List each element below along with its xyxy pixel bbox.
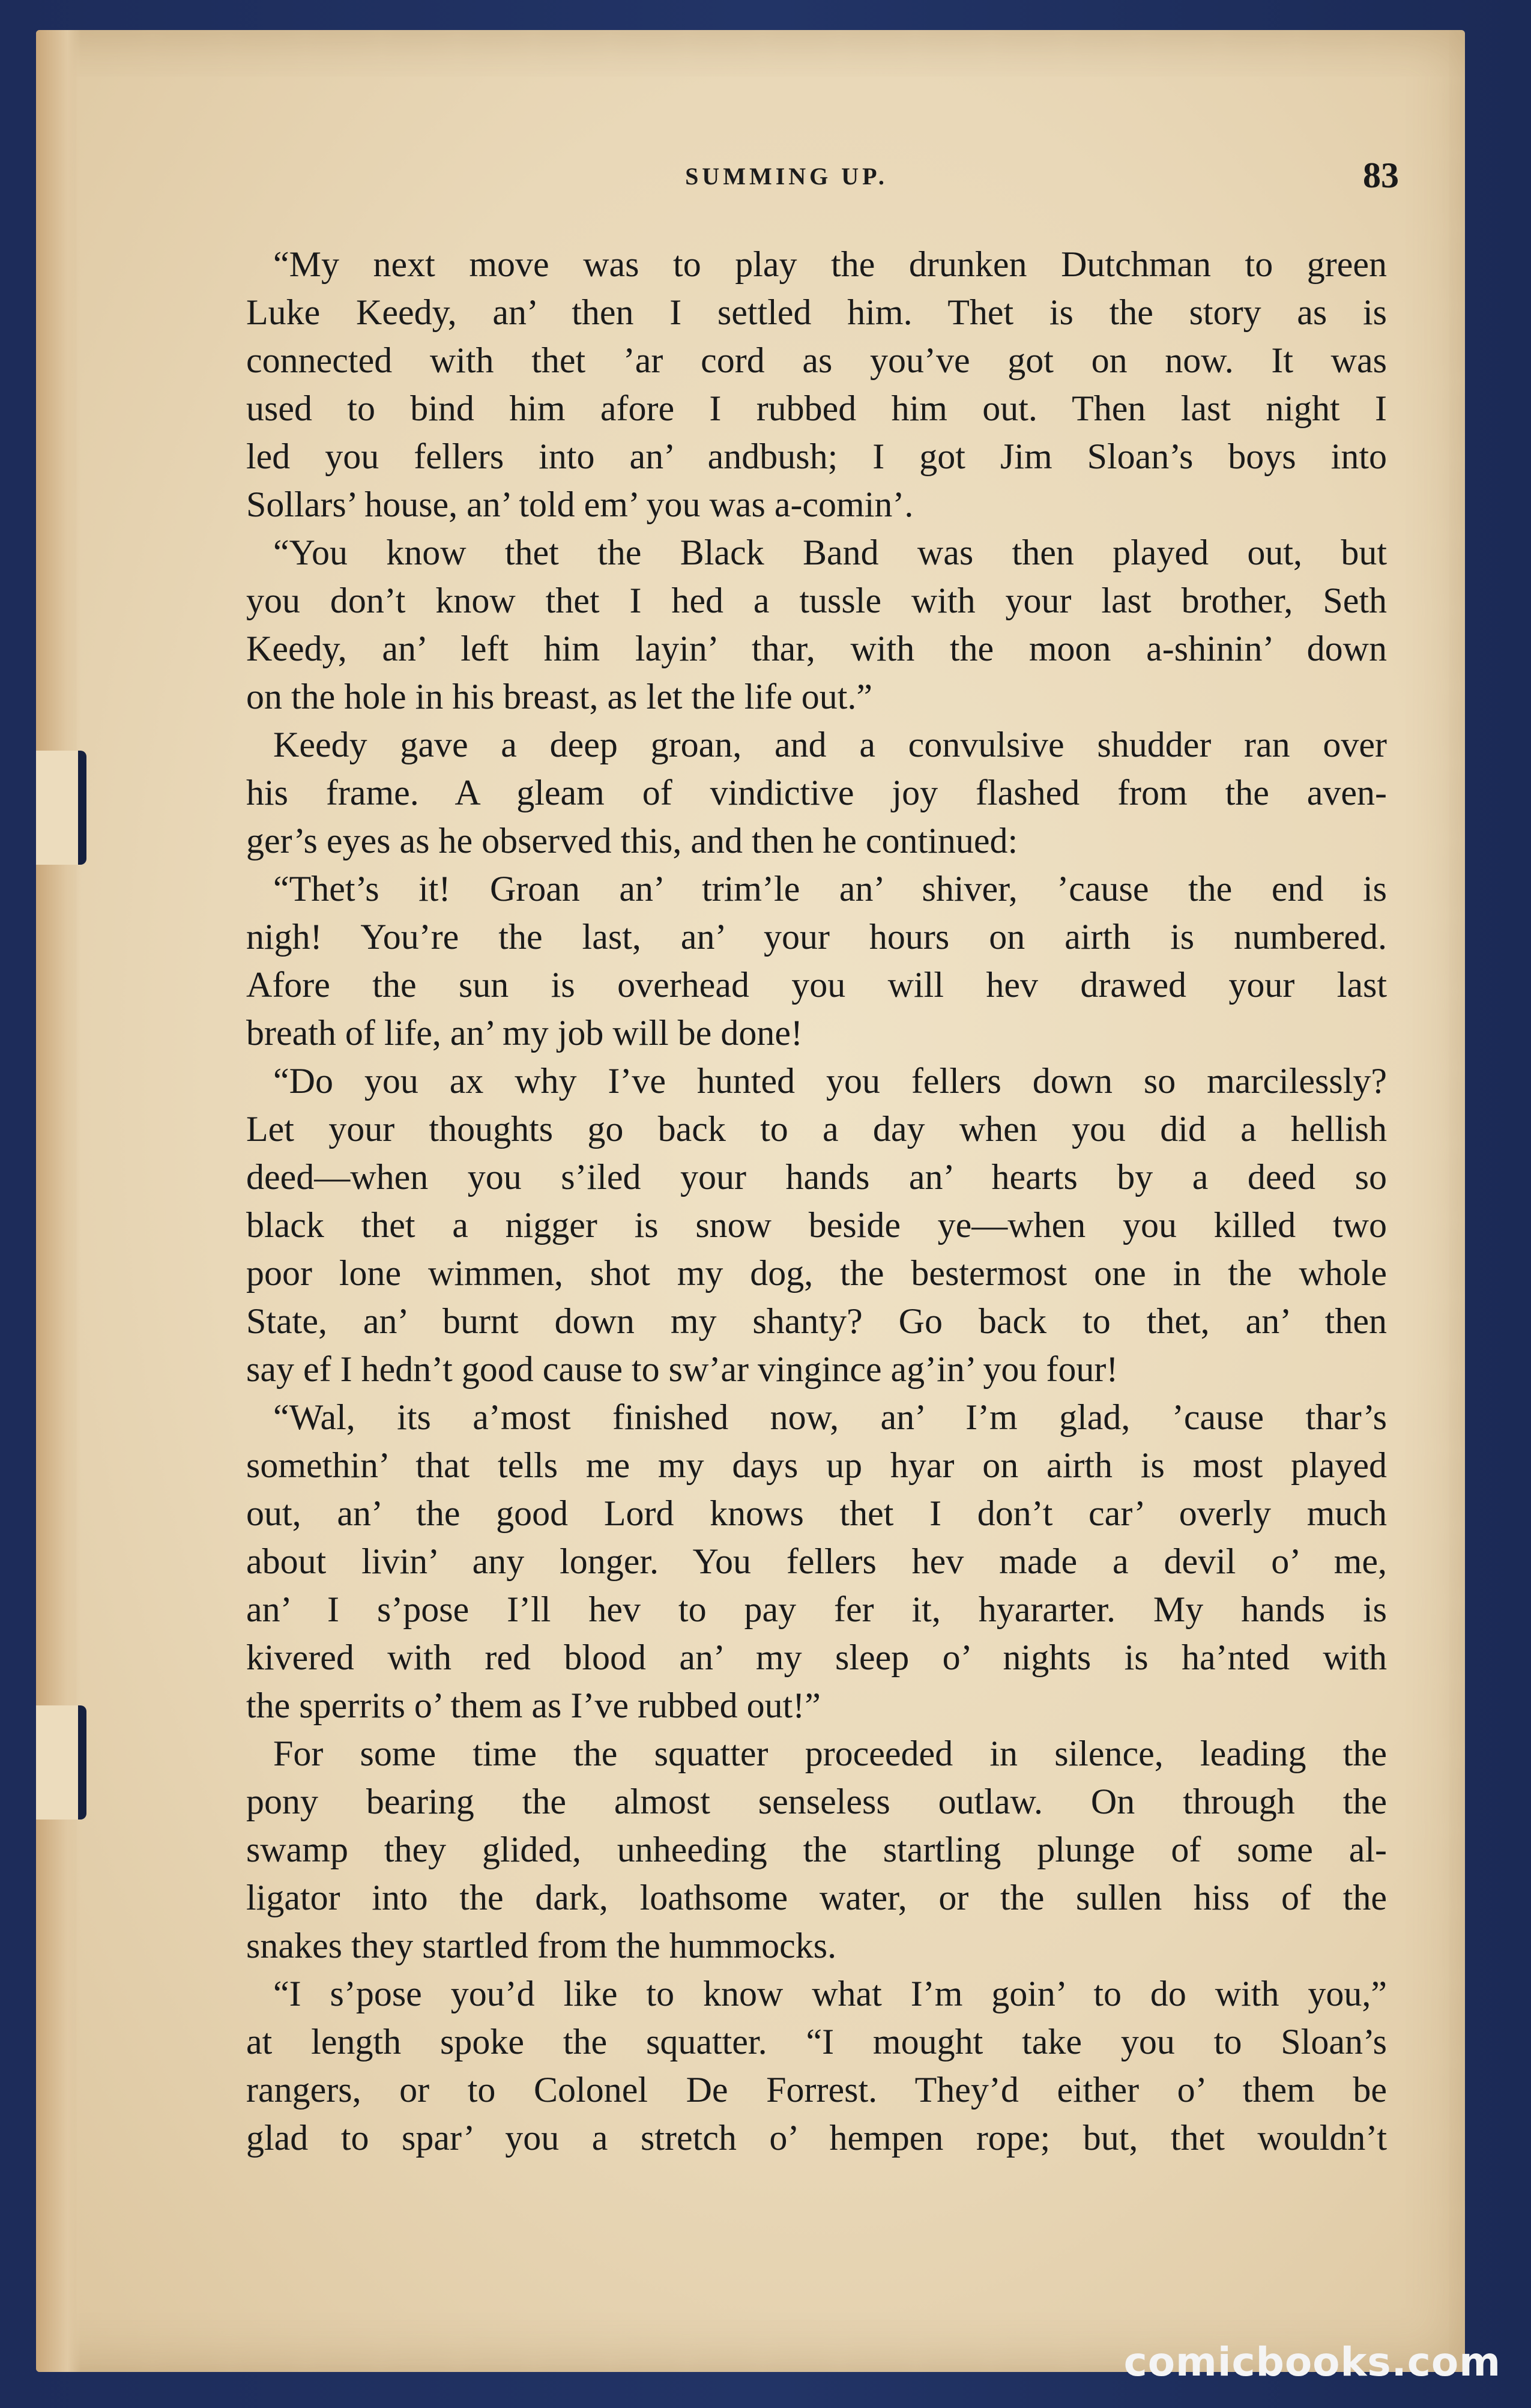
text-line: on the hole in his breast, as let the life out.” xyxy=(246,677,873,716)
text-line: glad to spar’ you a stretch o’ hempen rope; but, thet wouldn’t xyxy=(246,2118,1387,2158)
text-line: ger’s eyes as he observed this, and then he continued: xyxy=(246,821,1018,861)
text-line: Sollars’ house, an’ told em’ you was a-comin’. xyxy=(246,485,914,524)
text-line: about livin’ any longer. You fellers hev made a devil o’ me, xyxy=(246,1541,1387,1581)
text-line: connected with thet ’ar cord as you’ve got on now. It was xyxy=(246,340,1387,380)
text-line: swamp they glided, unheeding the startling plunge of some al- xyxy=(246,1830,1387,1869)
text-line: breath of life, an’ my job will be done! xyxy=(246,1013,803,1053)
text-line: Let your thoughts go back to a day when you did a hellish xyxy=(246,1109,1387,1149)
text-line: “I s’pose you’d like to know what I’m goin’ to do with you,” xyxy=(273,1974,1387,2013)
text-line: his frame. A gleam of vindictive joy flashed from the aven- xyxy=(246,773,1387,812)
text-line: snakes they startled from the hummocks. xyxy=(246,1926,837,1965)
text-line: For some time the squatter proceeded in silence, leading the xyxy=(273,1734,1387,1773)
text-line: Keedy, an’ left him layin’ thar, with the moon a-shinin’ down xyxy=(246,629,1387,668)
text-line: Luke Keedy, an’ then I settled him. Thet is the story as is xyxy=(246,292,1387,332)
text-line: “Wal, its a’most finished now, an’ I’m glad, ’cause thar’s xyxy=(273,1397,1387,1437)
page-number: 83 xyxy=(1363,156,1399,195)
text-line: out, an’ the good Lord knows thet I don’t car’ overly much xyxy=(246,1493,1387,1533)
text-line: ligator into the dark, loathsome water, or the sullen hiss of the xyxy=(246,1878,1387,1917)
text-line: somethin’ that tells me my days up hyar on airth is most played xyxy=(246,1445,1387,1485)
text-line: at length spoke the squatter. “I mought take you to Sloan’s xyxy=(246,2022,1387,2062)
text-line: kivered with red blood an’ my sleep o’ nights is ha’nted with xyxy=(246,1638,1387,1677)
text-line: led you fellers into an’ andbush; I got Jim Sloan’s boys into xyxy=(246,437,1387,476)
text-line: deed—when you s’iled your hands an’ hearts by a deed so xyxy=(246,1157,1387,1197)
text-line: “Do you ax why I’ve hunted you fellers down so marcilessly? xyxy=(273,1061,1387,1101)
text-line: the sperrits o’ them as I’ve rubbed out!” xyxy=(246,1686,821,1725)
text-line: nigh! You’re the last, an’ your hours on airth is numbered. xyxy=(246,917,1387,957)
text-line: used to bind him afore I rubbed him out. Then last night I xyxy=(246,389,1387,428)
text-line: rangers, or to Colonel De Forrest. They’d either o’ them be xyxy=(246,2070,1387,2110)
text-line: you don’t know thet I hed a tussle with your last brother, Seth xyxy=(246,581,1387,620)
text-line: an’ I s’pose I’ll hev to pay fer it, hyararter. My hands is xyxy=(246,1590,1387,1629)
text-line: black thet a nigger is snow beside ye—when you killed two xyxy=(246,1205,1387,1245)
text-line: “My next move was to play the drunken Dutchman to green xyxy=(273,244,1387,284)
text-line: Afore the sun is overhead you will hev drawed your last xyxy=(246,965,1387,1005)
page-edge-tear xyxy=(36,751,86,865)
running-head: SUMMING UP. xyxy=(685,163,888,190)
text-line: State, an’ burnt down my shanty? Go back to thet, an’ then xyxy=(246,1301,1387,1341)
text-line: Keedy gave a deep groan, and a convulsive shudder ran over xyxy=(273,725,1387,764)
source-watermark: comicbooks.com xyxy=(1123,2339,1501,2385)
text-line: pony bearing the almost senseless outlaw. On through the xyxy=(246,1782,1387,1821)
text-line: “You know thet the Black Band was then played out, but xyxy=(273,533,1387,572)
text-line: “Thet’s it! Groan an’ trim’le an’ shiver, ’cause the end is xyxy=(273,869,1387,909)
text-line: poor lone wimmen, shot my dog, the bestermost one in the whole xyxy=(246,1253,1387,1293)
text-line: say ef I hedn’t good cause to sw’ar vingince ag’in’ you four! xyxy=(246,1349,1119,1389)
page-edge-tear xyxy=(36,1705,86,1820)
body-text xyxy=(246,240,1387,2162)
page-spine-edge xyxy=(36,30,81,2372)
